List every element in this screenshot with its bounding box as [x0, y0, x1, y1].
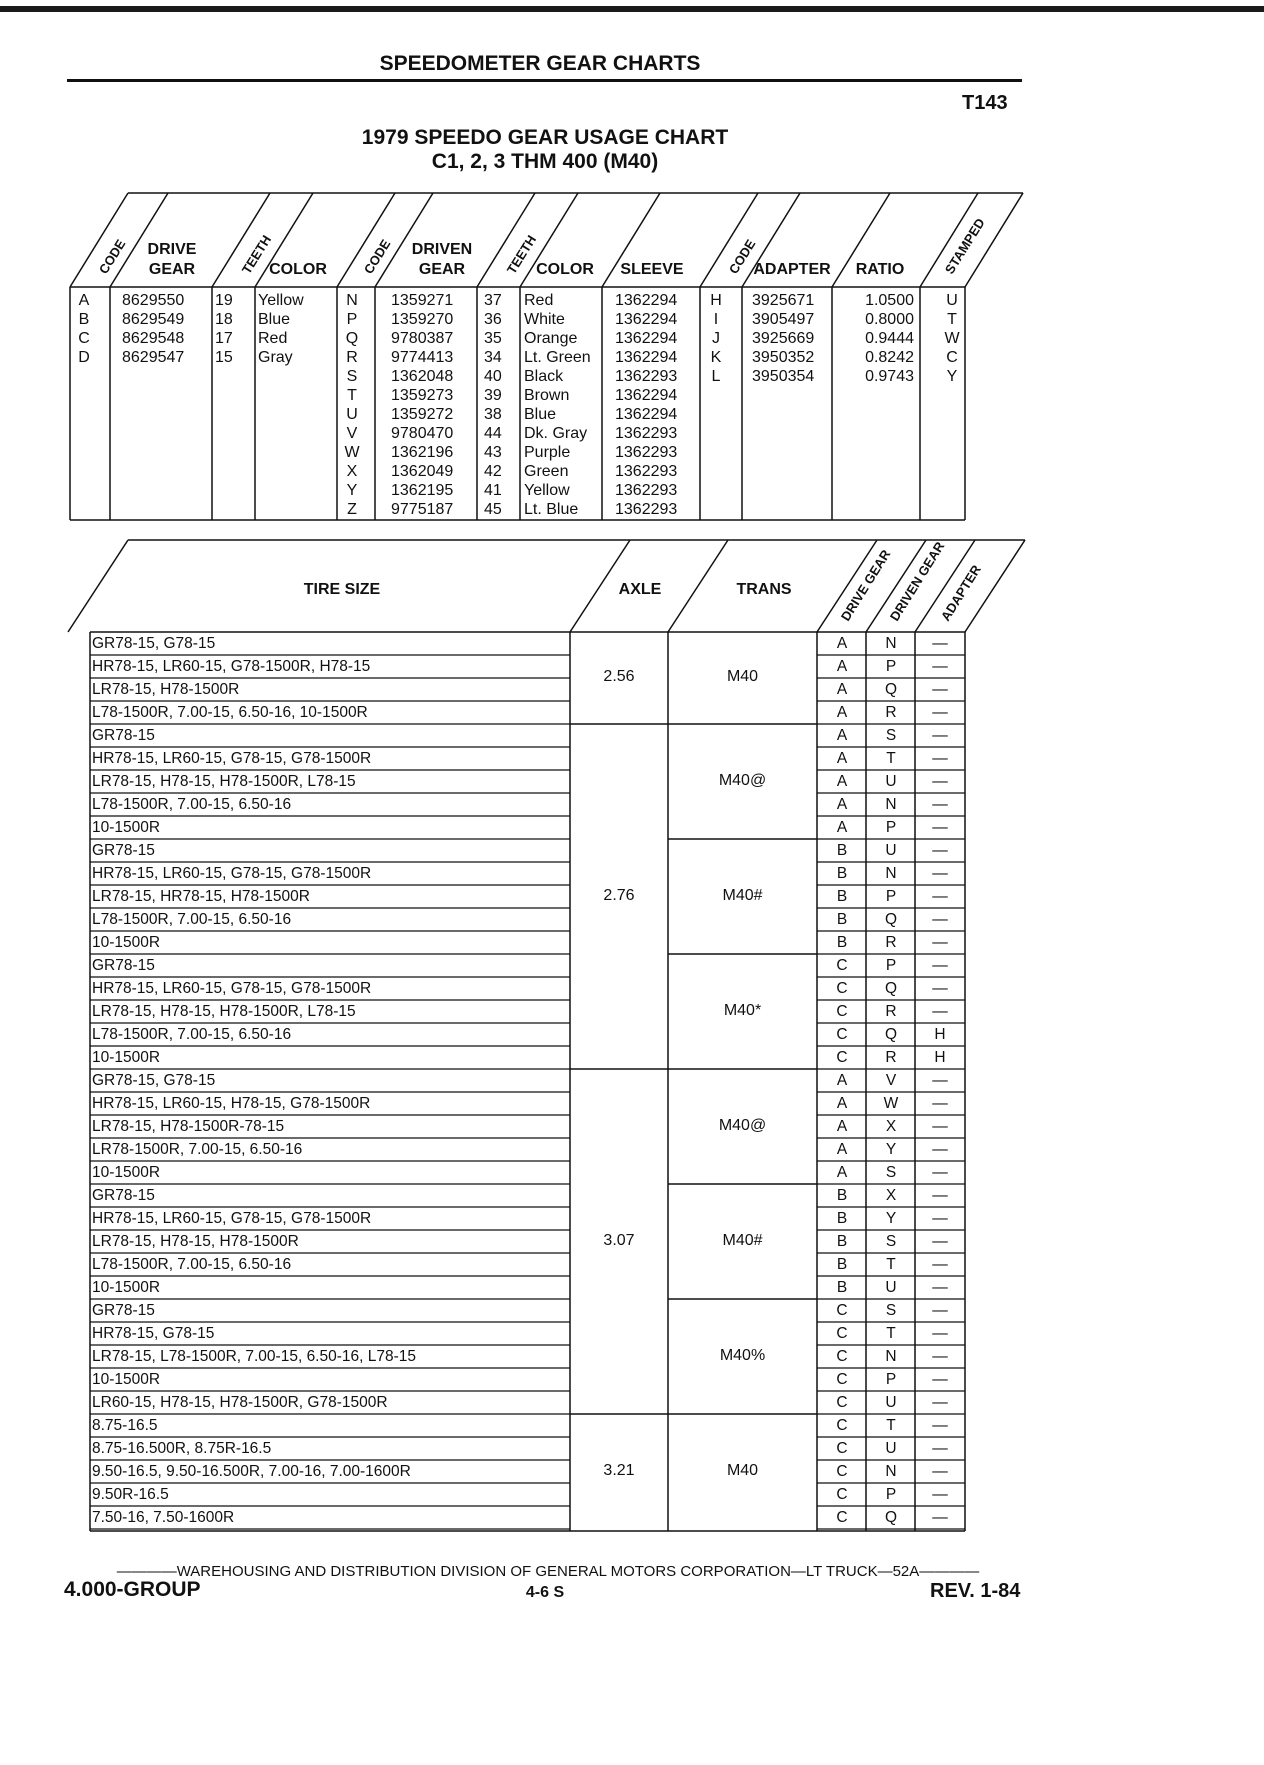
driven-gear-cell: T [886, 1325, 896, 1342]
adapter-gear-cell: — [932, 842, 948, 859]
driven-sleeve: 1362294 [615, 330, 678, 347]
adapter-gear-cell: — [932, 1463, 948, 1480]
driven-gear-cell: R [885, 934, 897, 951]
adapter-gear-cell: — [932, 1072, 948, 1089]
footer-division-text: WAREHOUSING AND DISTRIBUTION DIVISION OF GENERAL MOTORS CORPORATION—LT TRUCK—52A [176, 1563, 920, 1580]
tire-size: LR60-15, H78-15, H78-1500R, G78-1500R [92, 1394, 388, 1411]
adapter-stamped: T [947, 311, 957, 328]
driven-sleeve: 1362293 [615, 425, 678, 442]
gear-hdr-teeth-2: TEETH [503, 232, 540, 277]
drive-gear-cell: B [836, 865, 848, 882]
driven-gear-cell: S [885, 727, 897, 744]
driven-sleeve: 1362293 [615, 444, 678, 461]
tire-size: L78-1500R, 7.00-15, 6.50-16, 10-1500R [92, 704, 368, 721]
driven-gear-cell: U [885, 842, 897, 859]
axle-ratio: 2.76 [603, 886, 635, 904]
driven-gear-cell: S [885, 1164, 897, 1181]
driven-teeth: 35 [484, 330, 502, 347]
adapter-gear-cell: — [932, 980, 948, 997]
driven-gear: 1362196 [391, 444, 454, 461]
tire-size: LR78-15, L78-1500R, 7.00-15, 6.50-16, L78-15 [92, 1348, 417, 1365]
usage-hdr-adapter: ADAPTER [937, 562, 984, 624]
driven-gear-cell: Q [884, 980, 898, 997]
gear-hdr-teeth-1: TEETH [238, 232, 275, 277]
driven-gear-cell: U [885, 773, 897, 790]
adapter-gear-cell: — [932, 1233, 948, 1250]
drive-gear-cell: A [836, 1072, 848, 1089]
tire-size: 10-1500R [92, 1049, 161, 1066]
tire-size: L78-1500R, 7.00-15, 6.50-16 [92, 1256, 292, 1273]
driven-teeth: 39 [484, 387, 502, 404]
drive-gear-cell: C [836, 1509, 848, 1526]
driven-gear-cell: X [885, 1118, 897, 1135]
adapter-gear-cell: — [932, 1118, 948, 1135]
driven-gear-cell: U [885, 1440, 897, 1457]
usage-hdr-trans: TRANS [736, 581, 792, 598]
drive-gear-cell: A [836, 796, 848, 813]
tire-size: HR78-15, G78-15 [92, 1325, 215, 1342]
tire-size: LR78-15, HR78-15, H78-1500R [92, 888, 310, 905]
tire-size: HR78-15, LR60-15, H78-15, G78-1500R [92, 1095, 371, 1112]
drive-gear-cell: A [836, 704, 848, 721]
adapter-part: 3925669 [752, 330, 815, 347]
drive-gear: 8629549 [122, 311, 185, 328]
driven-gear-cell: X [885, 1187, 897, 1204]
drive-gear: 8629550 [122, 292, 185, 309]
driven-gear-cell: N [885, 1463, 897, 1480]
driven-gear-cell: U [885, 1394, 897, 1411]
drive-gear-cell: B [836, 1279, 848, 1296]
driven-teeth: 43 [484, 444, 502, 461]
driven-gear: 1362049 [391, 463, 454, 480]
driven-code: X [346, 463, 358, 480]
adapter-gear-cell: — [932, 1348, 948, 1365]
adapter-gear-cell: — [932, 658, 948, 675]
trans-code: M40% [719, 1346, 766, 1364]
driven-gear: 1362195 [391, 482, 454, 499]
adapter-gear-cell: — [932, 704, 948, 721]
driven-gear-cell: P [885, 957, 897, 974]
adapter-part: 3905497 [752, 311, 815, 328]
drive-teeth: 18 [215, 311, 233, 328]
tire-size: 10-1500R [92, 934, 161, 951]
adapter-gear-cell: — [932, 888, 948, 905]
drive-gear-cell: B [836, 934, 848, 951]
drive-gear-cell: A [836, 819, 848, 836]
tire-size: LR78-15, H78-1500R [92, 681, 240, 698]
tire-size: 8.75-16.500R, 8.75R-16.5 [92, 1440, 272, 1457]
driven-color: Blue [524, 406, 557, 423]
drive-gear-cell: C [836, 1325, 848, 1342]
driven-gear: 1359270 [391, 311, 454, 328]
driven-gear: 1359272 [391, 406, 454, 423]
drive-gear-cell: C [836, 1440, 848, 1457]
driven-code: R [346, 349, 358, 366]
driven-teeth: 34 [484, 349, 502, 366]
chart-title-line-1: 1979 SPEEDO GEAR USAGE CHART [361, 126, 729, 149]
gear-hdr-code-1: CODE [95, 236, 129, 277]
gear-hdr-stamped: STAMPED [941, 215, 988, 277]
adapter-stamped: W [944, 330, 960, 347]
driven-gear-cell: Q [884, 1509, 898, 1526]
tire-size: GR78-15, G78-15 [92, 635, 216, 652]
driven-gear-cell: R [885, 704, 897, 721]
driven-color: Black [524, 368, 564, 385]
driven-color: Dk. Gray [524, 425, 588, 442]
tire-size: LR78-15, H78-1500R-78-15 [92, 1118, 285, 1135]
driven-sleeve: 1362294 [615, 349, 678, 366]
adapter-stamped: C [946, 349, 958, 366]
driven-code: Z [347, 501, 357, 518]
adapter-gear-cell: H [934, 1049, 946, 1066]
drive-code: B [78, 311, 90, 328]
driven-sleeve: 1362293 [615, 482, 678, 499]
adapter-gear-cell: — [932, 911, 948, 928]
footer-revision: REV. 1-84 [930, 1580, 1021, 1602]
drive-gear-cell: A [836, 658, 848, 675]
page-code: T143 [962, 92, 1008, 114]
adapter-code: L [711, 368, 721, 385]
axle-ratio: 3.07 [603, 1231, 635, 1249]
adapter-ratio: 0.8000 [865, 311, 914, 328]
adapter-gear-cell: — [932, 750, 948, 767]
driven-gear: 9780470 [391, 425, 454, 442]
driven-teeth: 38 [484, 406, 502, 423]
tire-size: 10-1500R [92, 1164, 161, 1181]
gear-hdr-driven-gear-2: GEAR [418, 261, 466, 278]
drive-color: Blue [258, 311, 291, 328]
driven-color: Green [524, 463, 569, 480]
drive-gear-cell: B [836, 1233, 848, 1250]
trans-code: M40 [726, 1461, 759, 1479]
driven-gear-cell: N [885, 635, 897, 652]
driven-code: Q [345, 330, 359, 347]
drive-gear: 8629547 [122, 349, 185, 366]
adapter-gear-cell: — [932, 1302, 948, 1319]
driven-gear-cell: Q [884, 681, 898, 698]
tire-size: GR78-15 [92, 1302, 155, 1319]
drive-gear-cell: C [836, 1486, 848, 1503]
drive-gear-cell: A [836, 727, 848, 744]
footer-page-number: 4-6 S [525, 1584, 565, 1601]
driven-gear: 1359273 [391, 387, 454, 404]
adapter-gear-cell: — [932, 819, 948, 836]
adapter-gear-cell: — [932, 1325, 948, 1342]
tire-size: LR78-15, H78-15, H78-1500R, L78-15 [92, 1003, 356, 1020]
tire-size: HR78-15, LR60-15, G78-15, G78-1500R [92, 1210, 372, 1227]
footer-group: 4.000-GROUP [64, 1578, 201, 1601]
axle-ratio: 3.21 [603, 1461, 635, 1479]
drive-gear-cell: B [836, 911, 848, 928]
adapter-ratio: 0.8242 [865, 349, 914, 366]
gear-hdr-adapter: ADAPTER [753, 261, 831, 278]
drive-gear-cell: C [836, 1026, 848, 1043]
drive-color: Yellow [258, 292, 304, 309]
driven-color: Lt. Green [524, 349, 591, 366]
adapter-stamped: U [946, 292, 958, 309]
trans-code: M40 [726, 668, 759, 685]
adapter-code: H [710, 292, 722, 309]
trans-code: M40# [722, 1231, 763, 1249]
adapter-gear-cell: — [932, 796, 948, 813]
tire-size: L78-1500R, 7.00-15, 6.50-16 [92, 1026, 292, 1043]
driven-gear-cell: R [885, 1049, 897, 1066]
driven-code: T [347, 387, 357, 404]
trans-code: M40# [722, 886, 763, 904]
driven-gear-cell: P [885, 1486, 897, 1503]
driven-code: V [346, 425, 358, 442]
driven-color: Orange [524, 330, 578, 347]
driven-teeth: 42 [484, 463, 502, 480]
adapter-gear-cell: — [932, 1394, 948, 1411]
adapter-ratio: 0.9743 [865, 368, 914, 385]
drive-gear-cell: B [836, 1256, 848, 1273]
drive-teeth: 19 [215, 292, 233, 309]
adapter-gear-cell: — [932, 1164, 948, 1181]
drive-gear-cell: C [836, 1394, 848, 1411]
tire-size: GR78-15 [92, 957, 155, 974]
drive-gear-cell: C [836, 1371, 848, 1388]
adapter-gear-cell: — [932, 1440, 948, 1457]
adapter-code: K [710, 349, 722, 366]
drive-gear-cell: A [836, 773, 848, 790]
driven-gear: 9775187 [391, 501, 454, 518]
driven-gear-cell: U [885, 1279, 897, 1296]
gear-hdr-drive-gear-2: GEAR [148, 261, 196, 278]
gear-hdr-code-2: CODE [360, 236, 394, 277]
driven-gear-cell: R [885, 1003, 897, 1020]
driven-gear-cell: T [886, 750, 896, 767]
adapter-gear-cell: — [932, 934, 948, 951]
drive-gear-cell: C [836, 1463, 848, 1480]
adapter-gear-cell: — [932, 1256, 948, 1273]
drive-gear-cell: B [836, 1187, 848, 1204]
driven-teeth: 40 [484, 368, 502, 385]
drive-code: A [78, 292, 90, 309]
driven-gear-cell: N [885, 865, 897, 882]
driven-gear-cell: Y [885, 1210, 897, 1227]
driven-sleeve: 1362294 [615, 406, 678, 423]
driven-code: N [346, 292, 358, 309]
gear-hdr-ratio: RATIO [855, 261, 905, 278]
tire-size: 8.75-16.5 [92, 1417, 158, 1434]
adapter-gear-cell: — [932, 1095, 948, 1112]
usage-hdr-axle: AXLE [618, 581, 662, 598]
drive-code: D [78, 349, 90, 366]
trans-code: M40@ [718, 771, 767, 789]
adapter-gear-cell: — [932, 957, 948, 974]
tire-size: 10-1500R [92, 1279, 161, 1296]
driven-color: Brown [524, 387, 570, 404]
drive-color: Gray [258, 349, 293, 366]
adapter-code: J [712, 330, 720, 347]
driven-gear: 1359271 [391, 292, 454, 309]
driven-gear-cell: P [885, 819, 897, 836]
chart-title-line-2: C1, 2, 3 THM 400 (M40) [431, 150, 659, 173]
driven-gear-cell: N [885, 1348, 897, 1365]
gear-hdr-code-3: CODE [725, 236, 759, 277]
adapter-gear-cell: — [932, 773, 948, 790]
driven-color: Purple [524, 444, 571, 461]
adapter-gear-cell: — [932, 727, 948, 744]
adapter-part: 3925671 [752, 292, 815, 309]
driven-gear-cell: S [885, 1233, 897, 1250]
driven-gear-cell: Q [884, 1026, 898, 1043]
driven-gear: 9780387 [391, 330, 454, 347]
tire-size: L78-1500R, 7.00-15, 6.50-16 [92, 911, 292, 928]
driven-code: W [344, 444, 360, 461]
adapter-gear-cell: — [932, 1509, 948, 1526]
drive-teeth: 17 [215, 330, 233, 347]
adapter-gear-cell: — [932, 1003, 948, 1020]
adapter-gear-cell: — [932, 1486, 948, 1503]
drive-gear-cell: C [836, 980, 848, 997]
driven-gear: 1362048 [391, 368, 454, 385]
adapter-stamped: Y [946, 368, 958, 385]
drive-gear-cell: A [836, 1164, 848, 1181]
drive-gear-cell: C [836, 1302, 848, 1319]
driven-color: Red [524, 292, 554, 309]
drive-gear-cell: A [836, 635, 848, 652]
drive-gear-cell: A [836, 681, 848, 698]
trans-code: M40@ [718, 1116, 767, 1134]
tire-size: HR78-15, LR60-15, G78-1500R, H78-15 [92, 658, 371, 675]
adapter-ratio: 1.0500 [865, 292, 914, 309]
adapter-gear-cell: — [932, 1210, 948, 1227]
page-title: SPEEDOMETER GEAR CHARTS [379, 52, 701, 75]
drive-gear-cell: A [836, 1118, 848, 1135]
driven-gear-cell: W [883, 1095, 899, 1112]
drive-teeth: 15 [215, 349, 233, 366]
tire-size: LR78-15, H78-15, H78-1500R [92, 1233, 299, 1250]
adapter-part: 3950354 [752, 368, 815, 385]
adapter-gear-cell: — [932, 1279, 948, 1296]
driven-teeth: 45 [484, 501, 502, 518]
driven-gear: 9774413 [391, 349, 454, 366]
drive-gear-cell: C [836, 1003, 848, 1020]
driven-teeth: 36 [484, 311, 502, 328]
usage-hdr-tire-size: TIRE SIZE [303, 581, 381, 598]
drive-gear: 8629548 [122, 330, 185, 347]
driven-gear-cell: P [885, 888, 897, 905]
gear-hdr-color-2: COLOR [536, 261, 594, 278]
driven-gear-cell: P [885, 1371, 897, 1388]
tire-size: GR78-15 [92, 842, 155, 859]
driven-sleeve: 1362293 [615, 463, 678, 480]
adapter-gear-cell: — [932, 1187, 948, 1204]
tire-size: 10-1500R [92, 1371, 161, 1388]
axle-ratio: 2.56 [603, 668, 635, 685]
adapter-gear-cell: — [932, 635, 948, 652]
drive-gear-cell: B [836, 842, 848, 859]
drive-gear-cell: A [836, 1141, 848, 1158]
drive-code: C [78, 330, 90, 347]
driven-gear-cell: T [886, 1256, 896, 1273]
driven-gear-cell: S [885, 1302, 897, 1319]
driven-color: White [524, 311, 565, 328]
tire-size: 10-1500R [92, 819, 161, 836]
driven-sleeve: 1362294 [615, 311, 678, 328]
drive-gear-cell: A [836, 750, 848, 767]
tire-size: LR78-1500R, 7.00-15, 6.50-16 [92, 1141, 303, 1158]
driven-gear-cell: T [886, 1417, 896, 1434]
driven-color: Lt. Blue [524, 501, 579, 518]
driven-gear-cell: V [885, 1072, 897, 1089]
driven-gear-cell: P [885, 658, 897, 675]
footer-division-line: ————WAREHOUSING AND DISTRIBUTION DIVISION OF GENERAL MOTORS CORPORATION—LT TRUCK—52A———— [116, 1563, 980, 1580]
drive-gear-cell: B [836, 1210, 848, 1227]
adapter-gear-cell: — [932, 1417, 948, 1434]
adapter-code: I [713, 311, 719, 328]
drive-gear-cell: B [836, 888, 848, 905]
usage-hdr-drive-gear: DRIVE GEAR [837, 547, 894, 624]
tire-size: GR78-15 [92, 1187, 155, 1204]
adapter-ratio: 0.9444 [865, 330, 914, 347]
tire-size: LR78-15, H78-15, H78-1500R, L78-15 [92, 773, 356, 790]
driven-gear-cell: N [885, 796, 897, 813]
gear-hdr-drive-gear-1: DRIVE [147, 241, 197, 258]
gear-hdr-color-1: COLOR [269, 261, 327, 278]
driven-code: Y [346, 482, 358, 499]
usage-hdr-driven-gear: DRIVEN GEAR [886, 539, 948, 624]
tire-size: HR78-15, LR60-15, G78-15, G78-1500R [92, 980, 372, 997]
drive-gear-cell: C [836, 1049, 848, 1066]
driven-code: S [346, 368, 358, 385]
driven-sleeve: 1362293 [615, 368, 678, 385]
driven-code: P [346, 311, 358, 328]
driven-gear-cell: Y [885, 1141, 897, 1158]
driven-color: Yellow [524, 482, 570, 499]
drive-gear-cell: C [836, 1348, 848, 1365]
drive-color: Red [258, 330, 288, 347]
tire-size: 9.50R-16.5 [92, 1486, 169, 1503]
adapter-gear-cell: — [932, 865, 948, 882]
adapter-gear-cell: H [934, 1026, 946, 1043]
tire-size: 9.50-16.5, 9.50-16.500R, 7.00-16, 7.00-1600R [92, 1463, 411, 1480]
adapter-part: 3950352 [752, 349, 815, 366]
driven-code: U [346, 406, 358, 423]
driven-sleeve: 1362294 [615, 292, 678, 309]
driven-teeth: 41 [484, 482, 502, 499]
tire-size: GR78-15, G78-15 [92, 1072, 216, 1089]
drive-gear-cell: C [836, 1417, 848, 1434]
adapter-gear-cell: — [932, 1371, 948, 1388]
tire-size: HR78-15, LR60-15, G78-15, G78-1500R [92, 750, 372, 767]
drive-gear-cell: C [836, 957, 848, 974]
tire-size: HR78-15, LR60-15, G78-15, G78-1500R [92, 865, 372, 882]
trans-code: M40* [723, 1001, 762, 1019]
tire-size: GR78-15 [92, 727, 155, 744]
gear-hdr-sleeve: SLEEVE [620, 261, 684, 278]
adapter-gear-cell: — [932, 1141, 948, 1158]
drive-gear-cell: A [836, 1095, 848, 1112]
tire-size: 7.50-16, 7.50-1600R [92, 1509, 235, 1526]
driven-teeth: 37 [484, 292, 502, 309]
gear-hdr-driven-gear-1: DRIVEN [411, 241, 473, 258]
driven-sleeve: 1362293 [615, 501, 678, 518]
driven-teeth: 44 [484, 425, 502, 442]
tire-size: L78-1500R, 7.00-15, 6.50-16 [92, 796, 292, 813]
driven-sleeve: 1362294 [615, 387, 678, 404]
adapter-gear-cell: — [932, 681, 948, 698]
driven-gear-cell: Q [884, 911, 898, 928]
